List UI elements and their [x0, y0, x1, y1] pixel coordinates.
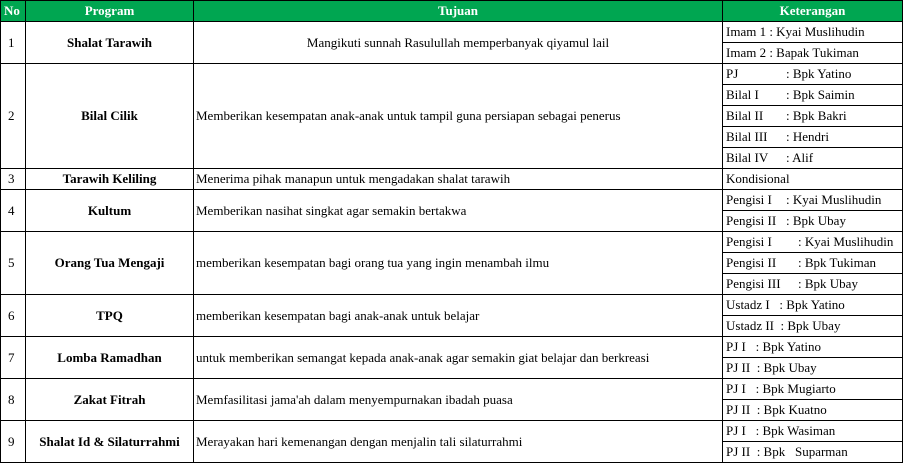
table-row	[1, 64, 903, 169]
keterangan-label: Bilal IV	[726, 150, 769, 165]
program-name: Kultum	[26, 190, 194, 232]
keterangan-line	[723, 190, 902, 210]
program-name: Orang Tua Mengaji	[26, 232, 194, 295]
keterangan-value: : Bpk Ubay	[786, 213, 846, 228]
table-row	[1, 232, 903, 295]
keterangan-value: : Bpk Yatino	[786, 66, 852, 81]
keterangan-label: PJ	[726, 66, 739, 81]
keterangan-line	[723, 105, 902, 126]
keterangan-line	[723, 84, 902, 105]
keterangan-line	[723, 126, 902, 147]
program-name: Shalat Id & Silaturrahmi	[26, 421, 194, 463]
row-number: 4	[1, 190, 26, 232]
program-keterangan	[723, 64, 903, 169]
program-tujuan: Memberikan kesempatan anak-anak untuk tampil guna persiapan sebagai penerus	[194, 64, 723, 169]
keterangan-line: PJ II : Bpk Ubay	[723, 357, 902, 378]
keterangan-line	[723, 210, 902, 231]
table-body	[1, 22, 903, 463]
program-name: Shalat Tarawih	[26, 22, 194, 64]
program-tujuan: untuk memberikan semangat kepada anak-anak agar semakin giat belajar dan berkreasi	[194, 337, 723, 379]
table-row	[1, 169, 903, 190]
row-number: 2	[1, 64, 26, 169]
keterangan-value: : Bpk Ubay	[798, 276, 858, 291]
program-name: Zakat Fitrah	[26, 379, 194, 421]
header-program: Program	[26, 1, 194, 22]
row-number: 9	[1, 421, 26, 463]
keterangan-line	[723, 232, 902, 252]
table-row	[1, 22, 903, 64]
keterangan-label: Pengisi I	[726, 234, 772, 249]
keterangan-line: PJ II : Bpk Kuatno	[723, 399, 902, 420]
row-number: 7	[1, 337, 26, 379]
program-tujuan: memberikan kesempatan bagi orang tua yang ingin menambah ilmu	[194, 232, 723, 295]
keterangan-line	[723, 147, 902, 168]
keterangan-value: : Bpk Saimin	[786, 87, 855, 102]
row-number: 8	[1, 379, 26, 421]
program-keterangan	[723, 232, 903, 295]
program-tujuan: Merayakan hari kemenangan dengan menjalin tali silaturrahmi	[194, 421, 723, 463]
keterangan-line: Ustadz II : Bpk Ubay	[723, 315, 902, 336]
keterangan-value: : Bpk Bakri	[786, 108, 847, 123]
program-name: Tarawih Keliling	[26, 169, 194, 190]
keterangan-line: PJ I : Bpk Yatino	[726, 339, 821, 354]
table-row	[1, 295, 903, 337]
program-keterangan	[723, 421, 903, 463]
keterangan-label: Pengisi II	[726, 255, 777, 270]
keterangan-label: Bilal II	[726, 108, 764, 123]
keterangan-label: Pengisi I	[726, 192, 772, 207]
table-row	[1, 379, 903, 421]
keterangan-line: Kondisional	[726, 171, 790, 186]
table-row	[1, 190, 903, 232]
program-keterangan	[723, 169, 903, 190]
program-tujuan: Mangikuti sunnah Rasulullah memperbanyak qiyamul lail	[194, 22, 723, 64]
header-tujuan: Tujuan	[194, 1, 723, 22]
program-keterangan	[723, 190, 903, 232]
row-number: 1	[1, 22, 26, 64]
program-name: Bilal Cilik	[26, 64, 194, 169]
program-keterangan	[723, 337, 903, 379]
table-row	[1, 337, 903, 379]
keterangan-label: Pengisi III	[726, 276, 781, 291]
header-row	[1, 1, 903, 22]
keterangan-label: Pengisi II	[726, 213, 777, 228]
keterangan-line: Imam 2 : Bapak Tukiman	[723, 42, 902, 63]
keterangan-label: Bilal I	[726, 87, 759, 102]
program-tujuan: Memfasilitasi jama'ah dalam menyempurnakan ibadah puasa	[194, 379, 723, 421]
keterangan-line	[723, 64, 902, 84]
keterangan-line: PJ II : Bpk Suparman	[723, 441, 902, 462]
program-tujuan: Memberikan nasihat singkat agar semakin bertakwa	[194, 190, 723, 232]
keterangan-label: Bilal III	[726, 129, 768, 144]
keterangan-value: : Kyai Muslihudin	[798, 234, 894, 249]
keterangan-value: : Kyai Muslihudin	[786, 192, 882, 207]
program-keterangan	[723, 295, 903, 337]
program-keterangan	[723, 379, 903, 421]
keterangan-line: Ustadz I : Bpk Yatino	[726, 297, 845, 312]
row-number: 5	[1, 232, 26, 295]
keterangan-line: PJ I : Bpk Mugiarto	[726, 381, 836, 396]
program-name: Lomba Ramadhan	[26, 337, 194, 379]
program-name: TPQ	[26, 295, 194, 337]
row-number: 3	[1, 169, 26, 190]
keterangan-line	[723, 252, 902, 273]
program-keterangan	[723, 22, 903, 64]
program-tujuan: memberikan kesempatan bagi anak-anak untuk belajar	[194, 295, 723, 337]
header-keterangan: Keterangan	[723, 1, 903, 22]
program-tujuan: Menerima pihak manapun untuk mengadakan shalat tarawih	[194, 169, 723, 190]
keterangan-line	[723, 273, 902, 294]
keterangan-value: : Bpk Tukiman	[798, 255, 877, 270]
keterangan-line: PJ I : Bpk Wasiman	[726, 423, 836, 438]
keterangan-value: : Hendri	[786, 129, 829, 144]
row-number: 6	[1, 295, 26, 337]
keterangan-value: : Alif	[786, 150, 814, 165]
table-row	[1, 421, 903, 463]
keterangan-line: Imam 1 : Kyai Muslihudin	[726, 24, 865, 39]
header-no: No	[1, 1, 26, 22]
